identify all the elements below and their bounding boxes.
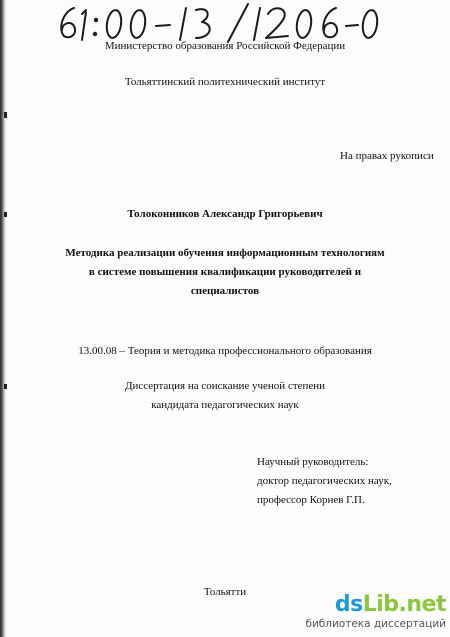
scan-left-edge bbox=[0, 0, 6, 637]
dissertation-title-line-3: специалистов bbox=[190, 285, 260, 297]
dissertation-degree-line-2: кандидата педагогических наук bbox=[151, 399, 299, 411]
advisor-degree: доктор педагогических наук, bbox=[257, 475, 392, 487]
specialty-code: 13.00.08 – Теория и методика профессионального образования bbox=[78, 345, 372, 357]
dissertation-degree-line-1: Диссертация на соискание ученой степени bbox=[124, 380, 326, 392]
author-name: Толоконников Александр Григорьевич bbox=[127, 208, 323, 220]
dissertation-title-line-2: в системе повышения квалификации руководителей и bbox=[88, 266, 362, 278]
city: Тольятти bbox=[203, 586, 247, 598]
ministry-heading: Министерство образования Российской Федерации bbox=[104, 40, 346, 52]
handwritten-archive-code bbox=[52, 2, 382, 44]
dslib-tagline: библиотека диссертаций bbox=[305, 618, 446, 630]
dslib-brand-rest: Lib.net bbox=[362, 592, 446, 617]
dslib-watermark[interactable] bbox=[305, 592, 446, 633]
dissertation-title-line-1: Методика реализации обучения информационным технологиям bbox=[65, 247, 385, 259]
institute-heading: Тольяттинский политехнический институт bbox=[124, 76, 326, 88]
dslib-brand: dsLib.net bbox=[334, 592, 446, 617]
advisor-label: Научный руководитель: bbox=[257, 456, 369, 468]
advisor-name: профессор Корнев Г.П. bbox=[257, 494, 365, 506]
manuscript-note: На правах рукописи bbox=[340, 150, 434, 162]
scan-edge-mark bbox=[4, 112, 7, 118]
